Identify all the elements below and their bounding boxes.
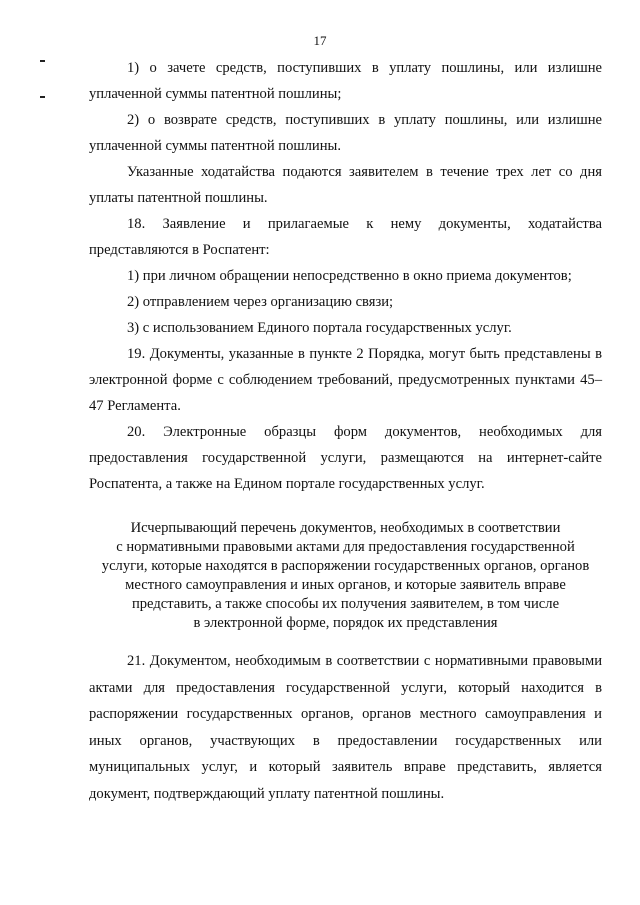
paragraph-petition-deadline: Указанные ходатайства подаются заявителем в течение трех лет со дня уплаты патентной пошлины. (89, 164, 602, 206)
section-heading-line: в электронной форме, порядок их представления (193, 615, 498, 631)
section-heading-line: представить, а также способы их получения заявителем, в том числе (131, 596, 560, 612)
section-heading-line: услуги, которые находятся в распоряжении государственных органов, органов (101, 558, 590, 574)
page-number: 17 (313, 33, 327, 48)
paragraph-19: 19. Документы, указанные в пункте 2 Порядка, могут быть представлены в электронной форме с соблюдением требований, предусмотренных пунктами 45–47 Регламента. (89, 346, 602, 414)
body-text-block-2 (89, 648, 602, 807)
paragraph-item-1-zachet: 1) о зачете средств, поступивших в уплату пошлины, или излишне уплаченной суммы патентной пошлины; (89, 60, 602, 102)
body-text-block (89, 55, 602, 497)
paragraph-18: 18. Заявление и прилагаемые к нему документы, ходатайства представляются в Роспатент: (89, 216, 602, 258)
paragraph-18-item-2: 2) отправлением через организацию связи; (127, 294, 394, 310)
section-heading-line: местного самоуправления и иных органов, и которые заявитель вправе (125, 577, 566, 593)
margin-mark (40, 96, 45, 98)
section-heading-line: с нормативными правовыми актами для предоставления государственной (116, 539, 575, 555)
margin-mark (40, 60, 45, 62)
paragraph-item-2-vozvrat: 2) о возврате средств, поступивших в уплату пошлины, или излишне уплаченной суммы патентной пошлины. (89, 112, 602, 154)
section-heading-line: Исчерпывающий перечень документов, необходимых в соответствии (130, 520, 561, 536)
section-heading (89, 519, 602, 633)
paragraph-18-item-1: 1) при личном обращении непосредственно в окно приема документов; (127, 268, 572, 284)
paragraph-20: 20. Электронные образцы форм документов, необходимых для предоставления государственной услуги, размещаются на интернет-сайте Роспатента, а также на Едином портале государственных услуг. (89, 424, 602, 492)
paragraph-18-item-3: 3) с использованием Единого портала государственных услуг. (127, 320, 512, 336)
paragraph-21: 21. Документом, необходимым в соответствии с нормативными правовыми актами для предоставления государственной услуги, который находится в распоряжении государственных органов, органов местного самоуправления и иных органов, участвующих в предоставлении государственных или муниципальных услуг, и который заявитель вправе представить, является документ, подтверждающий уплату патентной пошлины. (89, 653, 602, 802)
